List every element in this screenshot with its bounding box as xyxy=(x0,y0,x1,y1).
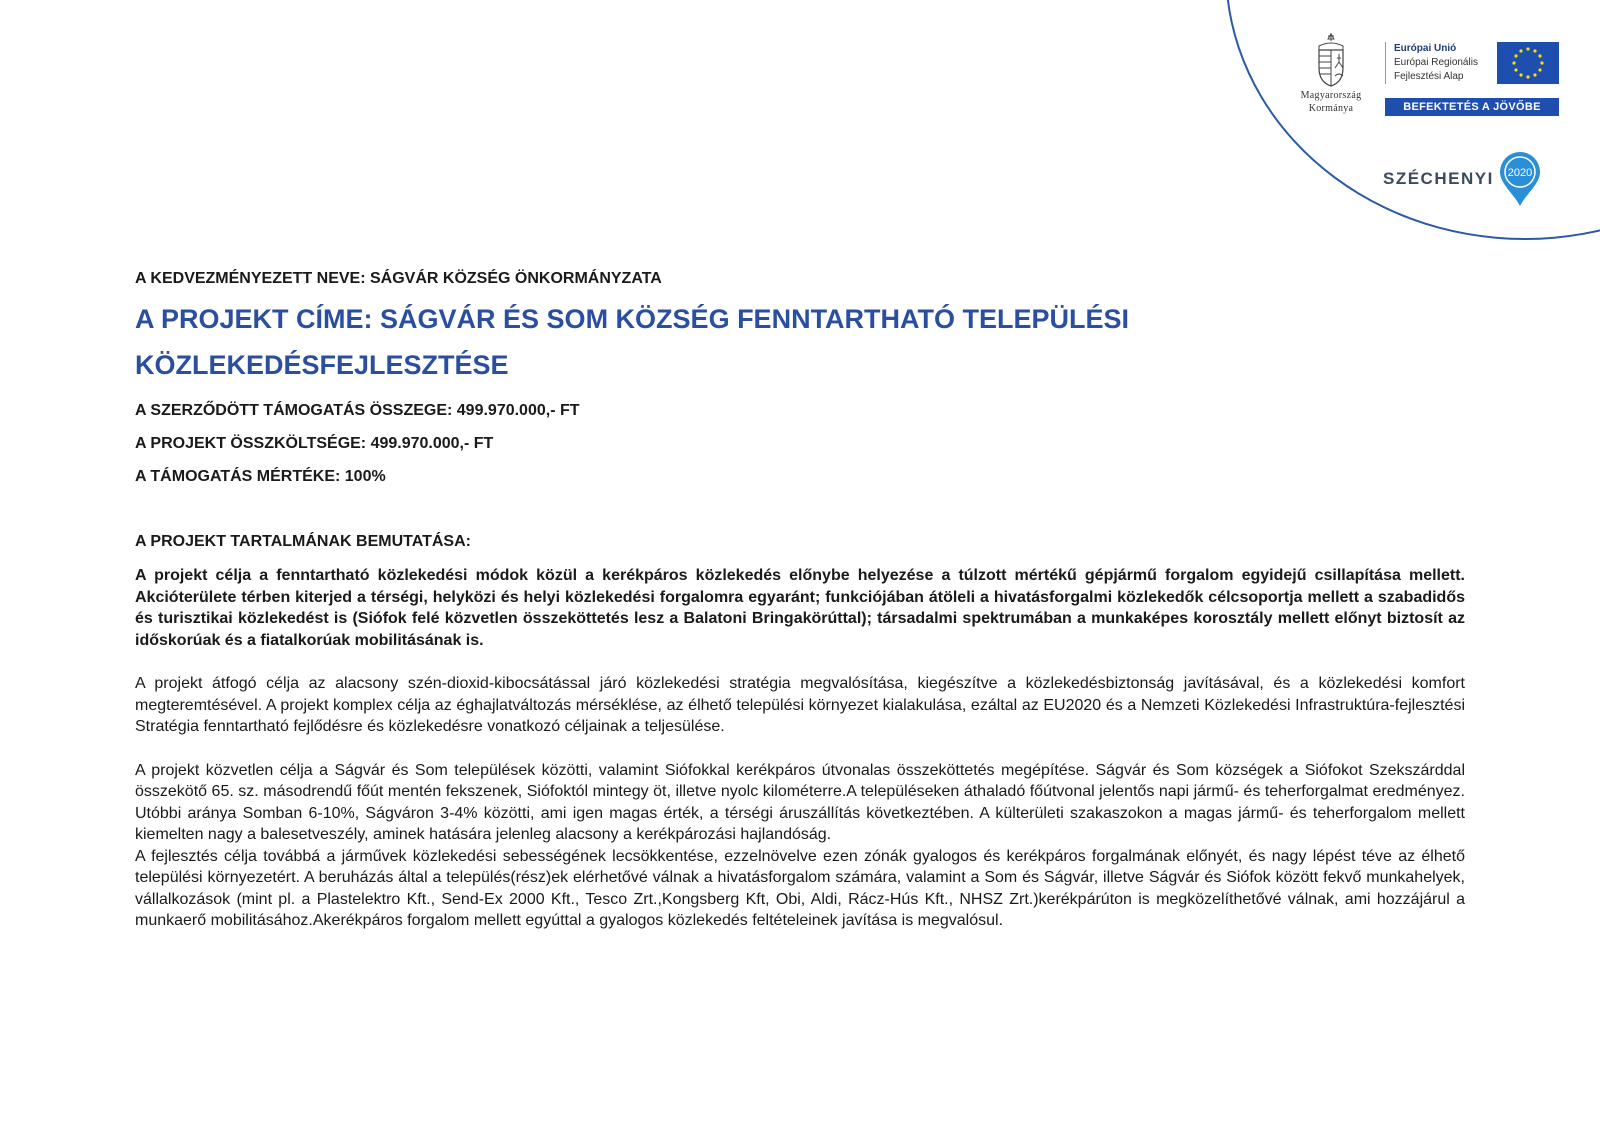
project-title-line1: A PROJEKT CÍME: SÁGVÁR ÉS SOM KÖZSÉG FENNTARTHATÓ TELEPÜLÉSI xyxy=(135,304,1130,334)
beneficiary-name: A KEDVEZMÉNYEZETT NEVE: SÁGVÁR KÖZSÉG ÖNKORMÁNYZATA xyxy=(135,270,662,287)
government-name-line1: Magyarország xyxy=(1300,90,1362,101)
support-rate: A TÁMOGATÁS MÉRTÉKE: 100% xyxy=(135,468,386,485)
eu-fund-name-1: Európai Regionális xyxy=(1394,57,1478,68)
paragraph-development-goal: A fejlesztés célja továbbá a járművek közlekedési sebességének lecsökkentése, ezzelnövelve ezen zónák gyalogos és kerékpáros forgalmának előnyét, és nagy lépést téve az élhető települési környezetért. A beruházás által a település(rész)ek elérhetővé válnak a hivatásforgalom számára, valamint a Som és Ságvár, illetve Ságvár és Siófok között fekvő munkahelyek, vállalkozások (mint pl. a Plastelektro Kft., Send-Ex 2000 Kft., Tesco Zrt.,Kongsberg Kft, Obi, Aldi, Rácz-Hús Kft., NHSZ Zrt.)kerékpárúton is megközelíthetővé válnak, ami hozzájárul a munkaerő mobilitásához.Akerékpáros forgalom mellett egyúttal a gyalogos közlekedés feltételeinek javítása is megvalósul. xyxy=(135,847,1465,929)
szechenyi-year: 2020 xyxy=(1507,167,1533,179)
eu-fund-name-2: Fejlesztési Alap xyxy=(1394,71,1464,82)
szechenyi-2020-logo xyxy=(1383,150,1542,208)
location-pin-icon xyxy=(1498,150,1542,208)
grant-amount: A SZERZŐDÖTT TÁMOGATÁS ÖSSZEGE: 499.970.000,- FT xyxy=(135,402,580,419)
government-name-line2: Kormánya xyxy=(1308,103,1354,114)
szechenyi-wordmark: SZÉCHENYI xyxy=(1383,169,1494,188)
paragraph-direct-goal: A projekt közvetlen célja a Ságvár és Som települések közötti, valamint Siófokkal kerékpáros útvonalas összeköttetés megépítése. Ságvár és Som községek a Siófokot Szekszárddal összekötő 65. sz. másodrendű főút mentén fekszenek, Siófoktól mintegy öt, illetve nyolc kilométerre.A településeken áthaladó főútvonal jelentős napi jármű- és teherforgalmat eredményez. Utóbbi aránya Somban 6-10%, Ságváron 3-4% közötti, ami igen magas érték, a térségi áruszállítás következtében. A külterületi szakaszokon a magas jármű- és teherforgalom mellett kiemelten nagy a balesetveszély, aminek hatására jelenleg alacsony a kerékpározási hajlandóság. xyxy=(135,761,1465,843)
paragraph-objective: A projekt célja a fenntartható közlekedési módok közül a kerékpáros közlekedés előnybe helyezése a túlzott mértékű gépjármű forgalom egyidejű csillapítása mellett. Akcióterülete térben kiterjed a térségi, helyközi és helyi közlekedési forgalomra egyaránt; funkciójában átöleli a hivatásforgalmi közlekedők célcsoportja mellett a szabadidős és turisztikai közlekedést is (Siófok felé közvetlen összeköttetés lesz a Balatoni Bringakörúttal); társadalmi spektrumában a munkaképes korosztály mellett előnyt biztosít az időskorúak és a fiatalkorúak mobilitásának is. xyxy=(135,567,1465,649)
invest-in-future-banner: BEFEKTETÉS A JÖVŐBE xyxy=(1385,98,1559,116)
eu-flag-icon xyxy=(1497,42,1559,84)
eu-name: Európai Unió xyxy=(1394,43,1457,54)
project-title-line2: KÖZLEKEDÉSFEJLESZTÉSE xyxy=(135,350,509,380)
hungarian-government-logo xyxy=(1288,32,1374,114)
paragraph-overall-goal: A projekt átfogó célja az alacsony szén-dioxid-kibocsátással járó közlekedési stratégia megvalósítása, kiegészítve a közlekedésbiztonság javításával, és a közlekedési komfort megteremtésével. A projekt komplex célja az éghajlatváltozás mérséklése, az élhető települési környezet kialakulása, ezáltal az EU2020 és a Nemzeti Közlekedési Infrastruktúra-fejlesztési Stratégia fenntartható fejlődésre és közlekedésre vonatkozó céljainak a teljesülése. xyxy=(135,675,1465,735)
document-body xyxy=(135,268,1465,932)
total-cost: A PROJEKT ÖSSZKÖLTSÉGE: 499.970.000,- FT xyxy=(135,435,494,452)
coat-of-arms-icon xyxy=(1314,32,1348,88)
project-title xyxy=(135,296,1465,388)
financial-info xyxy=(135,394,1465,493)
eu-fund-text xyxy=(1385,42,1478,84)
section-heading: A PROJEKT TARTALMÁNAK BEMUTATÁSA: xyxy=(135,533,471,550)
